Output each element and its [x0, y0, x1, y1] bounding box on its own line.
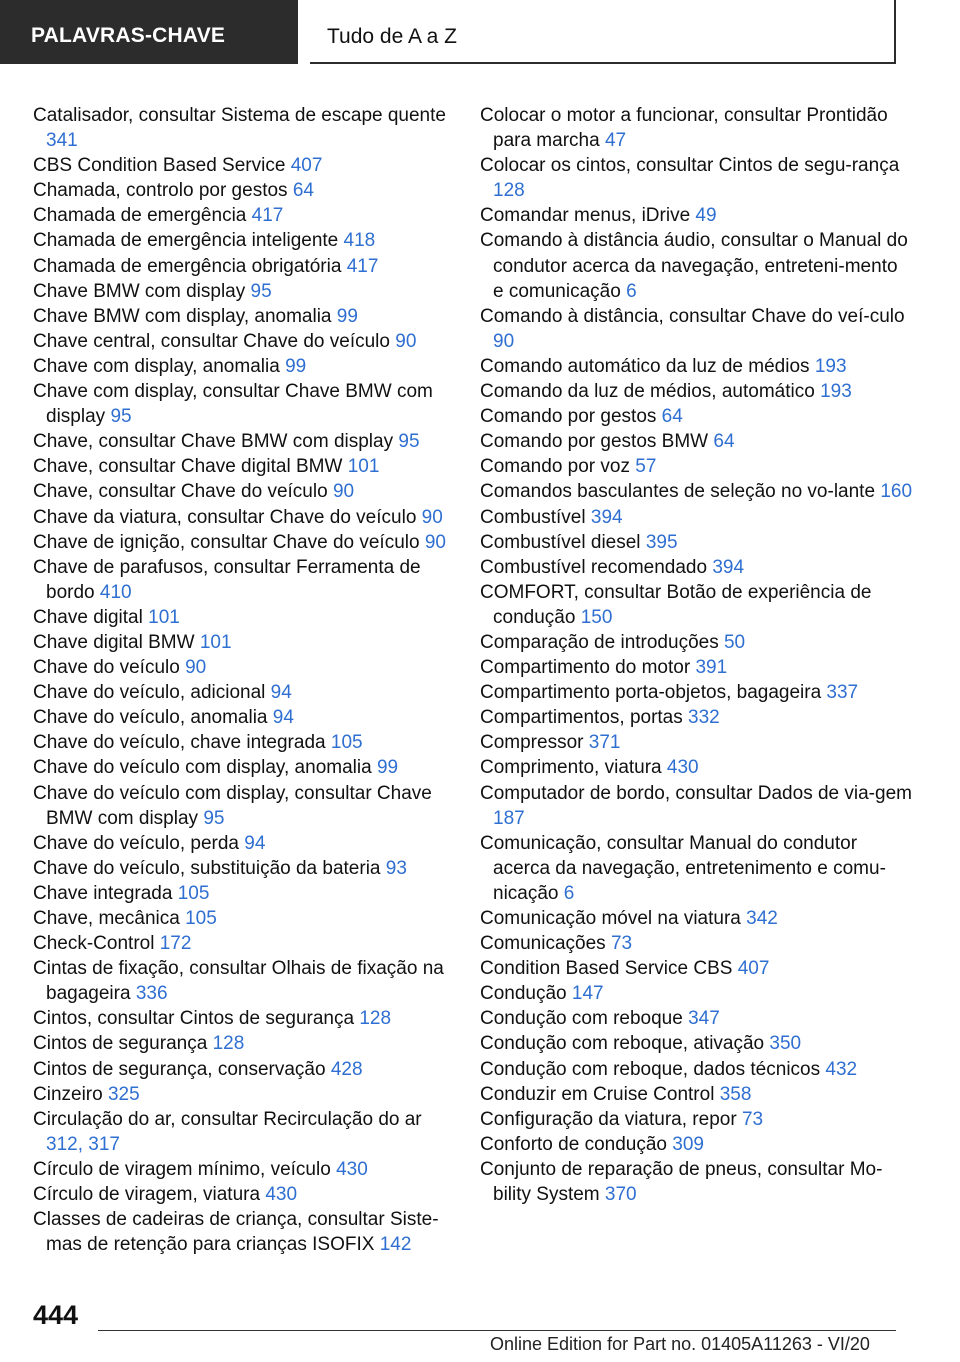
- index-entry-text: Catalisador, consultar Sistema de escape quente: [33, 105, 446, 126]
- page-reference-link[interactable]: 90: [185, 657, 207, 679]
- index-entry: [480, 454, 912, 479]
- page-reference-link[interactable]: 391: [695, 657, 728, 679]
- index-entry-text: Chave integrada: [33, 882, 173, 904]
- page-reference-link[interactable]: 101: [347, 456, 380, 478]
- index-entry: [33, 856, 455, 881]
- index-entry: [480, 655, 912, 680]
- index-entry: [480, 1057, 912, 1082]
- page-reference-link[interactable]: 350: [769, 1033, 802, 1055]
- index-entry-text: Compressor: [480, 732, 584, 754]
- index-entry: [33, 479, 455, 504]
- index-entry-text: Chave do veículo, anomalia: [33, 707, 268, 729]
- page-reference-link[interactable]: 105: [185, 908, 217, 929]
- index-entry-text: Comunicações: [480, 933, 606, 955]
- index-entry: [33, 730, 455, 755]
- page-reference-link[interactable]: 309: [672, 1133, 704, 1155]
- index-entry: [33, 705, 455, 730]
- page-reference-link[interactable]: 370: [604, 1184, 637, 1206]
- index-entry: [33, 505, 455, 530]
- index-entry-text: Comando por gestos: [480, 406, 657, 428]
- page-reference-link[interactable]: 342: [746, 908, 778, 929]
- index-entry-text: Chave, consultar Chave do veículo: [33, 481, 328, 503]
- page-reference-link[interactable]: 105: [330, 732, 363, 754]
- index-entry: [33, 153, 455, 178]
- page-reference-link[interactable]: 407: [290, 155, 323, 177]
- page-reference-link[interactable]: 49: [695, 205, 717, 227]
- page-reference-link[interactable]: 99: [285, 355, 307, 377]
- page-reference-link[interactable]: 147: [571, 983, 604, 1005]
- page-reference-link[interactable]: 93: [385, 857, 407, 879]
- page-reference-link[interactable]: 325: [107, 1083, 140, 1105]
- footer-divider: [98, 1330, 896, 1331]
- page-reference-link[interactable]: 94: [272, 707, 294, 729]
- index-entry: [480, 580, 912, 630]
- index-entry: [33, 781, 455, 831]
- page-reference-link[interactable]: 90: [424, 531, 446, 553]
- index-entry-text: Compartimento porta-objetos, bagageira: [480, 682, 822, 704]
- index-entry: [33, 831, 455, 856]
- index-column-left: [33, 103, 455, 1257]
- index-entry: [33, 655, 455, 680]
- index-entry-text: Chave de ignição, consultar Chave do veículo: [33, 531, 420, 553]
- index-entry-text: Chamada, controlo por gestos: [33, 180, 288, 202]
- index-entry-text: Chamada de emergência inteligente: [33, 230, 339, 252]
- index-entry-text: Compartimento do motor: [480, 657, 691, 679]
- index-entry: [480, 831, 912, 906]
- index-entry-text: Classes de cadeiras de criança, consultar Siste-mas de retenção para crianças ISOFIX: [33, 1209, 439, 1256]
- index-entry: [480, 755, 912, 780]
- index-entry: [480, 404, 912, 429]
- index-entry-text: Comprimento, viatura: [480, 757, 662, 779]
- page-reference-link[interactable]: 94: [270, 682, 292, 704]
- page-reference-link[interactable]: 430: [265, 1184, 298, 1206]
- page-reference-link[interactable]: 95: [110, 406, 132, 428]
- index-entry: [33, 931, 455, 956]
- page-reference-link[interactable]: 47: [604, 130, 627, 152]
- index-entry-text: Condução: [480, 983, 567, 1005]
- edition-footer: Online Edition for Part no. 01405A11263 - VI/20: [490, 1334, 870, 1354]
- page-reference-link[interactable]: 395: [645, 531, 678, 553]
- index-entry: [480, 956, 912, 981]
- index-entry: [480, 906, 912, 931]
- index-entry-text: Cintas de fixação, consultar Olhais de fixação na bagageira: [33, 958, 444, 1005]
- page-reference-link[interactable]: 332: [688, 707, 720, 729]
- index-entry: [33, 530, 455, 555]
- index-entry: [480, 203, 912, 228]
- page-reference-link[interactable]: 407: [737, 958, 770, 980]
- page-reference-link[interactable]: 6: [563, 882, 575, 904]
- index-entry-text: Cintos de segurança, conservação: [33, 1058, 326, 1080]
- index-entry: [33, 228, 455, 253]
- index-entry: [33, 1057, 455, 1082]
- page-reference-link[interactable]: 341: [46, 130, 78, 152]
- index-entry-text: Círculo de viragem, viatura: [33, 1184, 261, 1206]
- page-reference-link[interactable]: 99: [336, 305, 358, 327]
- index-entry-text: Chave BMW com display, anomalia: [33, 305, 332, 327]
- index-entry-text: Conduzir em Cruise Control: [480, 1083, 715, 1105]
- page-reference-link[interactable]: 193: [814, 355, 847, 377]
- page-number: 444: [33, 1300, 79, 1330]
- page-reference-link[interactable]: 394: [712, 556, 745, 578]
- index-entry-text: Circulação do ar, consultar Recirculação do ar: [33, 1108, 422, 1130]
- index-entry-text: Comando à distância, consultar Chave do veí-culo: [480, 305, 905, 327]
- page-reference-link[interactable]: 430: [336, 1158, 368, 1180]
- index-entry-text: Combustível diesel: [480, 531, 641, 553]
- index-entry: [480, 630, 912, 655]
- index-entry-text: Chave, mecânica: [33, 908, 180, 929]
- index-entry: [480, 1157, 912, 1207]
- index-entry: [33, 630, 455, 655]
- index-entry-text: Chave do veículo com display, anomalia: [33, 757, 372, 779]
- page-reference-link[interactable]: 64: [661, 406, 683, 428]
- page-reference-link[interactable]: 160: [880, 481, 913, 503]
- index-entry: [480, 354, 912, 379]
- page-reference-link[interactable]: 95: [398, 431, 420, 453]
- index-entry: [33, 1107, 455, 1157]
- index-entry: [480, 730, 912, 755]
- index-entry-text: Comandos basculantes de seleção no vo-lante: [480, 481, 876, 503]
- page-reference-link[interactable]: 95: [203, 807, 225, 829]
- index-entry-text: Chave digital BMW: [33, 631, 195, 653]
- page-reference-link[interactable]: 187: [493, 807, 525, 829]
- index-entry: [480, 1006, 912, 1031]
- index-entry: [33, 680, 455, 705]
- page-reference-link[interactable]: 336: [135, 983, 168, 1005]
- title-tab: [310, 0, 896, 64]
- index-entry: [480, 228, 912, 303]
- index-entry-text: Chave com display, anomalia: [33, 355, 280, 377]
- index-entry: [480, 429, 912, 454]
- page-reference-link[interactable]: 432: [825, 1058, 858, 1080]
- index-entry: [480, 680, 912, 705]
- page-reference-link[interactable]: 73: [610, 933, 633, 955]
- index-entry: [33, 203, 455, 228]
- index-entry: [33, 1182, 455, 1207]
- page-reference-link[interactable]: 394: [590, 506, 623, 528]
- page-reference-link[interactable]: 57: [635, 456, 657, 478]
- index-entry-text: Comunicação, consultar Manual do condutor acerca da navegação, entretenimento e comu-nicação: [480, 832, 886, 904]
- index-entry-text: Colocar os cintos, consultar Cintos de segu-rança: [480, 155, 900, 177]
- page-reference-link[interactable]: 99: [376, 757, 399, 779]
- index-entry-text: Comparação de introduções: [480, 631, 719, 653]
- index-entry: [33, 329, 455, 354]
- index-entry: [33, 1031, 455, 1056]
- page-reference-link[interactable]: 430: [666, 757, 699, 779]
- index-entry-text: Chamada de emergência obrigatória: [33, 255, 342, 277]
- index-entry-text: Comando por voz: [480, 456, 630, 478]
- index-entry: [480, 981, 912, 1006]
- index-entry: [33, 178, 455, 203]
- page-reference-link[interactable]: 95: [250, 280, 272, 302]
- index-entry-text: Chave do veículo com display, consultar Chave BMW com display: [33, 782, 432, 829]
- page-reference-link[interactable]: 418: [343, 230, 376, 252]
- index-entry-text: Cintos de segurança: [33, 1033, 208, 1055]
- index-entry: [480, 705, 912, 730]
- index-entry: [480, 1082, 912, 1107]
- index-entry-text: Condução com reboque, ativação: [480, 1033, 765, 1055]
- index-entry-text: Cinzeiro: [33, 1083, 103, 1105]
- page-reference-link[interactable]: 101: [199, 631, 232, 653]
- index-entry: [33, 1082, 455, 1107]
- index-entry: [480, 505, 912, 530]
- index-entry-text: Chave do veículo: [33, 657, 180, 679]
- page-reference-link[interactable]: 90: [332, 481, 355, 503]
- index-entry-text: Colocar o motor a funcionar, consultar Prontidão para marcha: [480, 105, 888, 152]
- index-entry: [480, 153, 912, 203]
- index-entry: [480, 304, 912, 354]
- page-reference-link[interactable]: 94: [244, 832, 266, 854]
- index-entry: [33, 906, 455, 931]
- section-tab: [0, 0, 298, 64]
- index-entry: [480, 781, 912, 831]
- page-reference-link[interactable]: 417: [251, 205, 284, 227]
- index-entry-text: Comunicação móvel na viatura: [480, 908, 741, 929]
- index-entry: [33, 379, 455, 429]
- index-entry: [33, 279, 455, 304]
- index-entry-text: Comando por gestos BMW: [480, 431, 709, 453]
- page-reference-link[interactable]: 150: [580, 606, 613, 628]
- page-reference-link[interactable]: 417: [346, 255, 379, 277]
- index-entry: [33, 454, 455, 479]
- index-entry: [480, 1031, 912, 1056]
- index-entry-text: Chamada de emergência: [33, 205, 247, 227]
- index-entry-text: Chave do veículo, perda: [33, 832, 239, 854]
- index-entry-text: Círculo de viragem mínimo, veículo: [33, 1158, 331, 1180]
- page-reference-link[interactable]: 6: [626, 280, 637, 302]
- page-reference-link[interactable]: 90: [421, 506, 443, 528]
- page-reference-link[interactable]: 128: [493, 180, 525, 202]
- page-reference-link[interactable]: 73: [741, 1108, 764, 1130]
- index-entry-text: Configuração da viatura, repor: [480, 1108, 737, 1130]
- index-entry: [33, 956, 455, 1006]
- page-reference-link[interactable]: 371: [588, 732, 621, 754]
- index-entry: [33, 1157, 455, 1182]
- section-tab-label: PALAVRAS-CHAVE: [31, 24, 226, 47]
- index-entry-text: Chave, consultar Chave BMW com display: [33, 431, 394, 453]
- index-entry-text: Chave da viatura, consultar Chave do veículo: [33, 506, 417, 528]
- page-reference-link[interactable]: 128: [359, 1008, 392, 1030]
- index-entry: [480, 479, 912, 504]
- title-tab-label: Tudo de A a Z: [327, 25, 457, 48]
- index-entry: [480, 1107, 912, 1132]
- page-reference-link[interactable]: 128: [212, 1033, 245, 1055]
- page-reference-link[interactable]: 410: [99, 581, 132, 603]
- index-entry-text: CBS Condition Based Service: [33, 155, 286, 177]
- index-entry: [33, 354, 455, 379]
- index-entry: [480, 379, 912, 404]
- index-entry: [33, 103, 455, 153]
- index-entry: [33, 429, 455, 454]
- index-entry-text: COMFORT, consultar Botão de experiência de condução: [480, 581, 872, 628]
- index-entry-text: Chave do veículo, adicional: [33, 682, 266, 704]
- index-entry: [33, 555, 455, 605]
- index-entry-text: Chave, consultar Chave digital BMW: [33, 456, 343, 478]
- page-reference-link[interactable]: 358: [719, 1083, 752, 1105]
- index-entry: [480, 931, 912, 956]
- index-entry-text: Computador de bordo, consultar Dados de via-gem: [480, 782, 912, 804]
- index-entry-text: Chave do veículo, chave integrada: [33, 732, 326, 754]
- index-entry-text: Conjunto de reparação de pneus, consultar Mo-bility System: [480, 1158, 883, 1206]
- index-entry-text: Compartimentos, portas: [480, 707, 683, 729]
- index-entry-text: Chave BMW com display: [33, 280, 246, 302]
- index-entry: [33, 1006, 455, 1031]
- index-entry-text: Chave de parafusos, consultar Ferramenta de bordo: [33, 556, 421, 603]
- page-reference-link[interactable]: 90: [493, 330, 515, 352]
- index-entry-text: Check-Control: [33, 933, 155, 955]
- page-reference-link[interactable]: 172: [159, 933, 192, 955]
- page-reference-link[interactable]: 337: [826, 682, 859, 704]
- index-entry: [33, 755, 455, 780]
- index-entry-text: Comando da luz de médios, automático: [480, 381, 815, 403]
- index-entry: [480, 1132, 912, 1157]
- index-entry-text: Comando automático da luz de médios: [480, 355, 810, 377]
- page-reference-link[interactable]: 312, 317: [46, 1133, 120, 1155]
- index-entry: [480, 555, 912, 580]
- page-reference-link[interactable]: 64: [713, 431, 735, 453]
- index-column-right: [480, 103, 912, 1207]
- index-entry-text: Comandar menus, iDrive: [480, 205, 691, 227]
- index-entry: [480, 530, 912, 555]
- index-entry: [33, 1207, 455, 1257]
- index-entry-text: Chave com display, consultar Chave BMW com display: [33, 381, 433, 428]
- page-reference-link[interactable]: 101: [148, 606, 180, 628]
- page-reference-link[interactable]: 50: [723, 631, 746, 653]
- index-entry-text: Conforto de condução: [480, 1133, 667, 1155]
- index-entry-text: Condução com reboque, dados técnicos: [480, 1058, 821, 1080]
- index-entry-text: Combustível: [480, 506, 586, 528]
- index-entry-text: Condução com reboque: [480, 1008, 683, 1030]
- page-reference-link[interactable]: 428: [330, 1058, 363, 1080]
- index-entry-text: Cintos, consultar Cintos de segurança: [33, 1008, 355, 1030]
- index-entry: [480, 103, 912, 153]
- index-entry: [33, 304, 455, 329]
- index-entry: [33, 881, 455, 906]
- index-entry-text: Condition Based Service CBS: [480, 958, 733, 980]
- index-entry-text: Chave digital: [33, 606, 143, 628]
- index-entry-text: Chave do veículo, substituição da bateria: [33, 857, 381, 879]
- page-reference-link[interactable]: 347: [688, 1008, 720, 1030]
- page-reference-link[interactable]: 90: [395, 330, 417, 352]
- index-entry: [33, 254, 455, 279]
- index-entry-text: Combustível recomendado: [480, 556, 708, 578]
- index-entry-text: Comando à distância áudio, consultar o Manual do condutor acerca da navegação, entreteni-mento e comunicação: [480, 230, 908, 302]
- page-reference-link[interactable]: 105: [177, 882, 210, 904]
- page-reference-link[interactable]: 64: [292, 180, 314, 202]
- page-reference-link[interactable]: 193: [820, 381, 852, 403]
- page-reference-link[interactable]: 142: [379, 1234, 412, 1256]
- index-entry: [33, 605, 455, 630]
- index-entry-text: Chave central, consultar Chave do veículo: [33, 330, 390, 352]
